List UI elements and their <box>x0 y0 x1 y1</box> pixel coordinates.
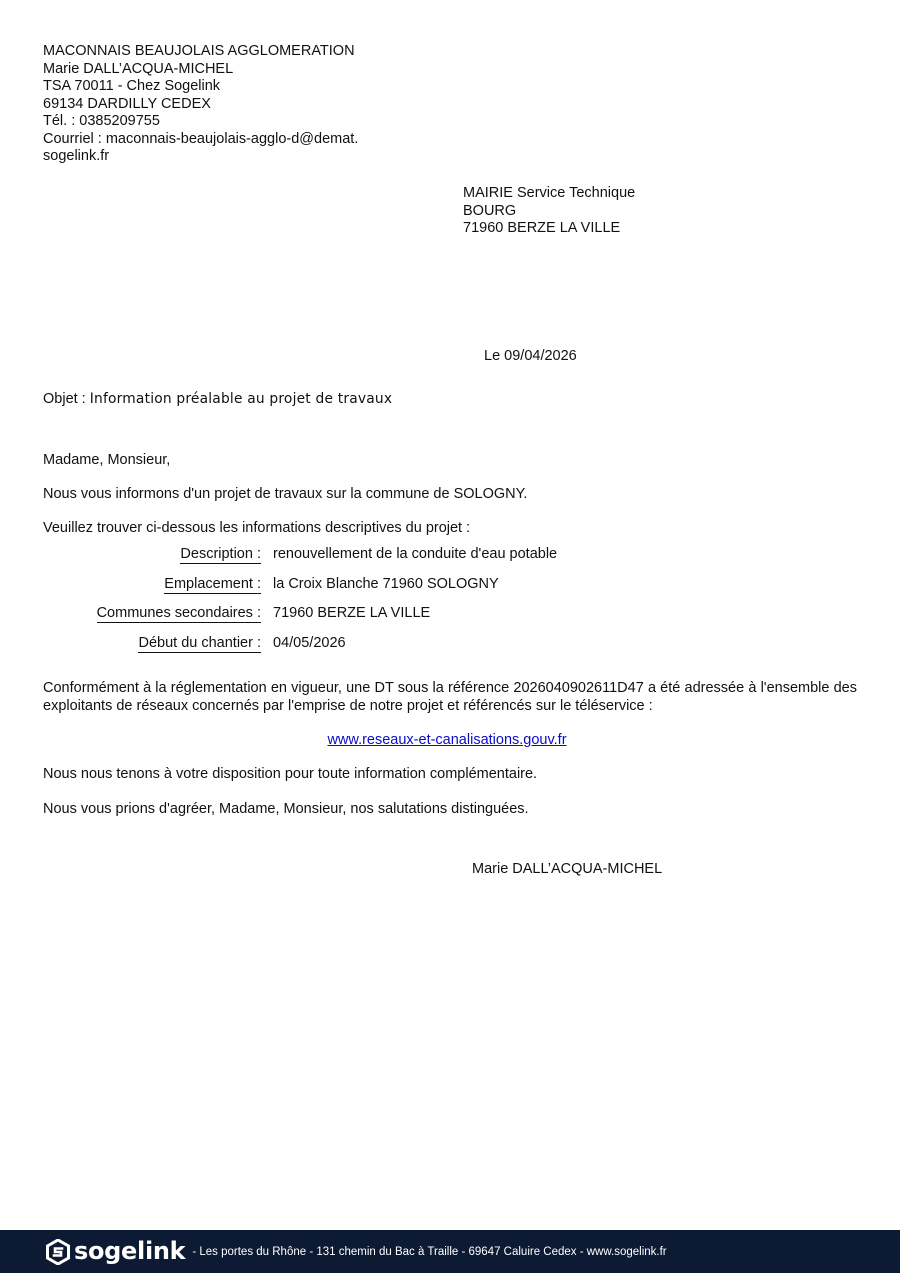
sender-email-line-1: Courriel : maconnais-beaujolais-agglo-d@demat. <box>43 130 359 147</box>
teleservice-link[interactable]: www.reseaux-et-canalisations.gouv.fr <box>327 732 567 748</box>
salutation: Madame, Monsieur, <box>43 452 171 468</box>
recipient-line-2: BOURG <box>463 202 517 219</box>
subject-line <box>43 391 392 409</box>
sender-name: Marie DALL’ACQUA-MICHEL <box>43 60 234 77</box>
subject-label: Objet : <box>43 391 90 407</box>
subject-text: Information préalable au projet de travaux <box>89 391 393 407</box>
sender-phone: Tél. : 0385209755 <box>43 113 160 129</box>
info-value: la Croix Blanche 71960 SOLOGNY <box>273 575 499 592</box>
sogelink-logo-icon <box>46 1239 70 1265</box>
recipient-block <box>463 185 635 238</box>
info-label: Début du chantier : <box>138 634 261 651</box>
project-info-table <box>43 546 743 664</box>
info-label: Description : <box>180 546 261 562</box>
intro-paragraph-2: Veuillez trouver ci-dessous les informations descriptives du projet : <box>43 520 471 536</box>
info-row-debut <box>43 635 743 665</box>
info-row-emplacement <box>43 576 743 606</box>
sender-org: MACONNAIS BEAUJOLAIS AGGLOMERATION <box>43 43 355 59</box>
signature: Marie DALL’ACQUA-MICHEL <box>472 861 663 877</box>
info-value: renouvellement de la conduite d'eau potable <box>273 546 558 562</box>
sender-block <box>43 43 383 166</box>
intro-paragraph: Nous vous informons d'un projet de travaux sur la commune de SOLOGNY. <box>43 486 528 502</box>
info-row-description <box>43 546 743 576</box>
footer <box>0 1230 900 1273</box>
sender-email-line-2: sogelink.fr <box>43 148 110 164</box>
regulation-paragraph: Conformément à la réglementation en vigueur, une DT sous la référence 2026040902611D47 a été adressée à l'ensemble des exploitants de réseaux concernés par l'emprise de notre projet et référencés sur le téléservice : <box>43 680 857 714</box>
recipient-line-1: MAIRIE Service Technique <box>463 185 636 201</box>
info-value: 04/05/2026 <box>273 634 346 651</box>
sogelink-logo <box>46 1236 186 1265</box>
info-label: Communes secondaires : <box>96 605 261 621</box>
recipient-line-3: 71960 BERZE LA VILLE <box>463 220 621 236</box>
link-line <box>0 732 894 750</box>
closing-paragraph: Nous vous prions d'agréer, Madame, Monsieur, nos salutations distinguées. <box>43 801 529 817</box>
info-value: 71960 BERZE LA VILLE <box>273 605 431 621</box>
sender-address-2: 69134 DARDILLY CEDEX <box>43 95 211 112</box>
info-label: Emplacement : <box>164 575 261 592</box>
availability-paragraph: Nous nous tenons à votre disposition pour toute information complémentaire. <box>43 766 538 782</box>
letter-date: Le 09/04/2026 <box>484 348 577 364</box>
footer-address: - Les portes du Rhône - 131 chemin du Bac à Traille - 69647 Caluire Cedex - www.sogelink.fr <box>192 1246 667 1259</box>
logo-text: sogelink <box>74 1236 186 1265</box>
info-row-communes <box>43 605 743 635</box>
sender-address-1: TSA 70011 - Chez Sogelink <box>43 78 221 94</box>
